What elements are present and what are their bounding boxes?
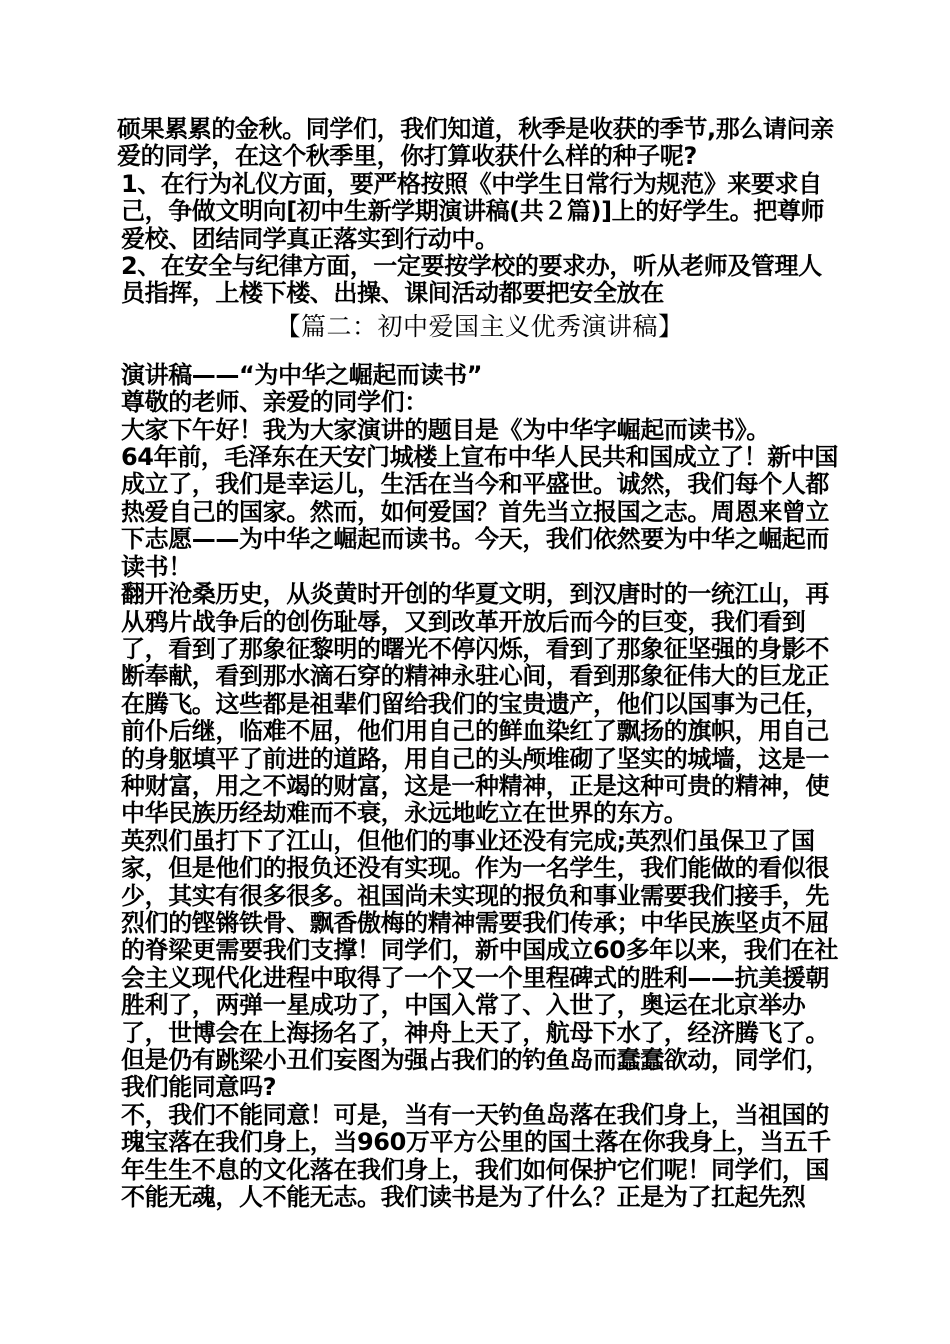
speech-salutation: 尊敬的老师、亲爱的同学们： [121,388,428,417]
paragraph-autumn-harvest: 硕果累累的金秋。同学们，我们知道，秋季是收获的季节,那么请问亲爱的同学，在这个秋季里，你打算收获什么样的种子呢? [117,115,834,171]
paragraph-etiquette: 1、在行为礼仪方面，要严格按照《中学生日常行为规范》来要求自己，争做文明向[初中生新学期演讲稿(共２篇)]上的好学生。把尊师爱校、团结同学真正落实到行动中。 [121,169,825,253]
document-page [117,116,842,1211]
paragraph-founding: 64年前，毛泽东在天安门城楼上宣布中华人民共和国成立了！新中国成立了，我们是幸运儿，生活在当今和平盛世。诚然，我们每个人都热爱自己的国家。然而，如何爱国？首先当立报国之志。周恩来曾立下志愿——为中华之崛起而读书。今天，我们依然要为中华之崛起而读书！ [121,443,838,581]
paragraph-martyrs: 英烈们虽打下了江山，但他们的事业还没有完成;英烈们虽保卫了国家，但是他们的报负还没有实现。作为一名学生，我们能做的看似很少，其实有很多很多。祖国尚未实现的报负和事业需要我们接手，先烈们的铿锵铁骨、飘香傲梅的精神需要我们传承；中华民族坚贞不屈的脊梁更需要我们支撑！同学们，新中国成立60多年以来，我们在社会主义现代化进程中取得了一个又一个里程碑式的胜利——抗美援朝胜利了，两弹一星成功了，中国入常了、入世了，奥运在北京举办了，世博会在上海扬名了，神舟上天了，航母下水了，经济腾飞了。但是仍有跳梁小丑们妄图为强占我们的钓鱼岛而蠢蠢欲动，同学们，我们能同意吗? [121,826,838,1102]
paragraph-safety-discipline: 2、在安全与纪律方面，一定要按学校的要求办，听从老师及管理人员指挥，上楼下楼、出操、课间活动都要把安全放在 [121,252,822,308]
section-heading: 【篇二：初中爱国主义优秀演讲稿】 [275,311,684,341]
speech-title-line: 演讲稿——“为中华之崛起而读书” [121,360,483,389]
paragraph-history: 翻开沧桑历史，从炎黄时开创的华夏文明，到汉唐时的一统江山，再从鸦片战争后的创伤耻辱，又到改革开放后而今的巨变，我们看到了，看到了那象征黎明的曙光不停闪烁，看到了那象征坚强的身影不断奉献，看到那水滴石穿的精神永驻心间，看到那象征伟大的巨龙正在腾飞。这些都是祖辈们留给我们的宝贵遗产，他们以国事为己任，前仆后继，临难不屈，他们用自己的鲜血染红了飘扬的旗帜，用自己的身躯填平了前进的道路，用自己的头颅堆砌了坚实的城墙，这是一种财富，用之不竭的财富，这是一种精神，正是这种可贵的精神，使中华民族历经劫难而不衰，永远地屹立在世界的东方。 [121,580,829,828]
speech-greeting: 大家下午好！我为大家演讲的题目是《为中华字崛起而读书》。 [121,415,770,444]
paragraph-refusal: 不，我们不能同意！可是，当有一天钓鱼岛落在我们身上，当祖国的瑰宝落在我们身上，当960万平方公里的国土落在你我身上，当五千年生生不息的文化落在我们身上，我们如何保护它们呢！同学们，国不能无魂，人不能无志。我们读书是为了什么？正是为了扛起先烈 [121,1100,831,1212]
